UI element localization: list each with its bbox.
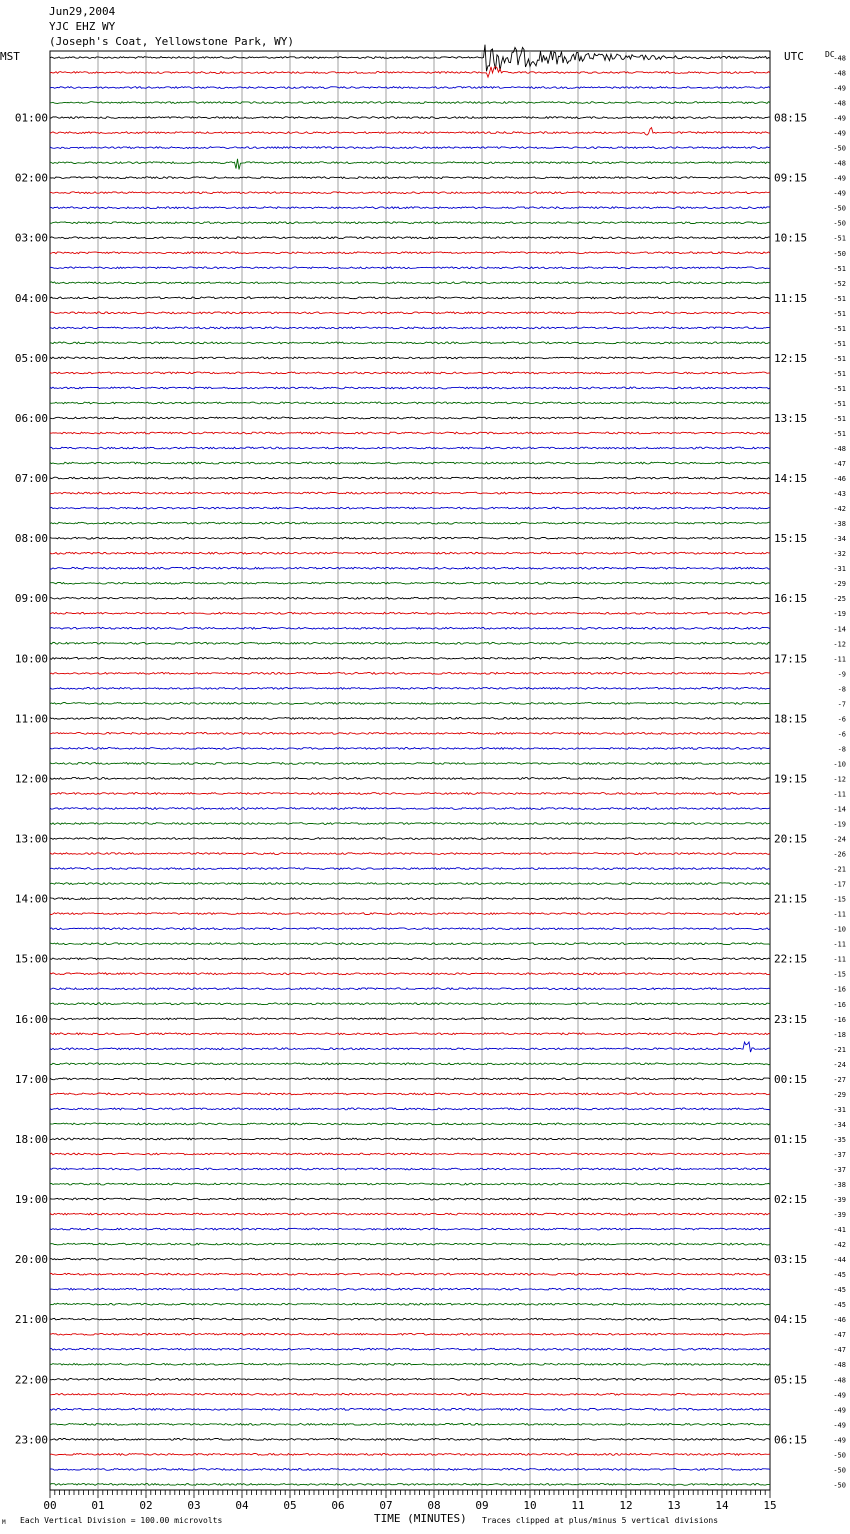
trace-line bbox=[50, 267, 770, 269]
mst-hour-label: 03:00 bbox=[14, 231, 48, 245]
dc-offset-label: -8 bbox=[837, 745, 846, 754]
mst-hour-label: 08:00 bbox=[14, 532, 48, 546]
dc-offset-label: -21 bbox=[833, 1045, 846, 1054]
dc-offset-label: -16 bbox=[833, 985, 846, 994]
mst-hour-label: 14:00 bbox=[14, 892, 48, 906]
dc-offset-label: -45 bbox=[833, 1271, 846, 1280]
mst-hour-label: 20:00 bbox=[14, 1253, 48, 1267]
trace-line bbox=[50, 1258, 770, 1260]
trace-line bbox=[50, 237, 770, 239]
trace-line bbox=[50, 387, 770, 389]
dc-offset-label: -48 bbox=[833, 445, 846, 454]
mst-hour-label: 15:00 bbox=[14, 952, 48, 966]
dc-offset-label: -6 bbox=[837, 715, 846, 724]
trace-line bbox=[50, 672, 770, 674]
dc-offset-label: -14 bbox=[833, 625, 846, 634]
mst-hour-label: 21:00 bbox=[14, 1313, 48, 1327]
dc-offset-label: -14 bbox=[833, 805, 846, 814]
dc-offset-label: -15 bbox=[833, 895, 846, 904]
dc-offset-label: -49 bbox=[833, 189, 846, 198]
trace-line bbox=[50, 1318, 770, 1320]
dc-offset-label: -50 bbox=[833, 204, 846, 213]
utc-hour-label: 01:15 bbox=[774, 1132, 808, 1146]
dc-offset-label: -49 bbox=[833, 1391, 846, 1400]
dc-offset-label: -29 bbox=[833, 1090, 846, 1099]
trace-line bbox=[50, 943, 770, 945]
dc-offset-label: -48 bbox=[833, 1361, 846, 1370]
trace-line bbox=[50, 1183, 770, 1185]
trace-line bbox=[50, 778, 770, 780]
vertical-division-note: Each Vertical Division = 100.00 microvolts bbox=[20, 1516, 223, 1525]
trace-line bbox=[50, 462, 770, 464]
mst-hour-label: 07:00 bbox=[14, 472, 48, 486]
trace-line bbox=[50, 507, 770, 509]
utc-hour-label: 11:15 bbox=[774, 291, 808, 305]
dc-offset-label: -47 bbox=[833, 460, 846, 469]
trace-line bbox=[50, 192, 770, 194]
trace-line bbox=[50, 868, 770, 870]
trace-line bbox=[50, 793, 770, 795]
trace-line bbox=[50, 537, 770, 539]
trace-line bbox=[50, 853, 770, 855]
dc-offset-label: -47 bbox=[833, 1331, 846, 1340]
utc-axis-label: UTC bbox=[784, 50, 804, 63]
header-location: (Joseph's Coat, Yellowstone Park, WY) bbox=[49, 35, 295, 48]
trace-line bbox=[50, 582, 770, 584]
mst-hour-label: 16:00 bbox=[14, 1012, 48, 1026]
trace-line bbox=[50, 808, 770, 810]
dc-offset-label: -43 bbox=[833, 490, 846, 499]
trace-line bbox=[50, 973, 770, 975]
trace-line bbox=[50, 67, 770, 77]
x-tick-label: 11 bbox=[571, 1499, 585, 1512]
mst-hour-label: 06:00 bbox=[14, 411, 48, 425]
trace-line bbox=[50, 642, 770, 644]
dc-offset-label: -31 bbox=[833, 1105, 846, 1114]
dc-offset-label: -8 bbox=[837, 685, 846, 694]
dc-offset-label: -41 bbox=[833, 1226, 846, 1235]
trace-line bbox=[50, 1078, 770, 1080]
dc-offset-label: -16 bbox=[833, 1000, 846, 1009]
dc-offset-label: -51 bbox=[833, 324, 846, 333]
dc-offset-label: -34 bbox=[833, 535, 846, 544]
trace-line bbox=[50, 417, 770, 419]
dc-offset-label: -21 bbox=[833, 865, 846, 874]
trace-line bbox=[50, 1168, 770, 1170]
dc-offset-label: -9 bbox=[837, 670, 846, 679]
mst-hour-label: 04:00 bbox=[14, 291, 48, 305]
trace-line bbox=[50, 327, 770, 329]
trace-line bbox=[50, 718, 770, 720]
dc-offset-label: -51 bbox=[833, 294, 846, 303]
trace-line bbox=[50, 297, 770, 299]
trace-line bbox=[50, 627, 770, 629]
dc-offset-label: -6 bbox=[837, 730, 846, 739]
dc-offset-label: -38 bbox=[833, 1181, 846, 1189]
trace-line bbox=[50, 1198, 770, 1200]
mst-hour-label: 19:00 bbox=[14, 1193, 48, 1207]
dc-offset-label: -11 bbox=[833, 655, 846, 664]
dc-offset-label: -32 bbox=[833, 550, 846, 559]
dc-offset-label: -16 bbox=[833, 1015, 846, 1024]
mst-hour-label: 10:00 bbox=[14, 652, 48, 666]
utc-hour-label: 16:15 bbox=[774, 592, 808, 606]
trace-line bbox=[50, 612, 770, 614]
clip-note: Traces clipped at plus/minus 5 vertical divisions bbox=[482, 1516, 719, 1525]
x-tick-label: 05 bbox=[283, 1499, 297, 1512]
dc-offset-label: -45 bbox=[833, 1286, 846, 1295]
dc-offset-label: -51 bbox=[833, 234, 846, 243]
mst-hour-label: 12:00 bbox=[14, 772, 48, 786]
trace-line bbox=[50, 1018, 770, 1020]
utc-hour-label: 03:15 bbox=[774, 1253, 808, 1267]
dc-offset-label: -39 bbox=[833, 1196, 846, 1205]
x-tick-label: 09 bbox=[475, 1499, 489, 1512]
dc-offset-label: -37 bbox=[833, 1150, 846, 1159]
trace-line bbox=[50, 312, 770, 314]
trace-line bbox=[50, 1348, 770, 1350]
dc-offset-label: -45 bbox=[833, 1301, 846, 1310]
trace-line bbox=[50, 928, 770, 930]
trace-line bbox=[50, 1003, 770, 1005]
mst-hour-label: 17:00 bbox=[14, 1072, 48, 1086]
dc-offset-label: -51 bbox=[833, 399, 846, 408]
x-tick-label: 03 bbox=[187, 1499, 201, 1512]
dc-offset-label: -46 bbox=[833, 1316, 846, 1325]
dc-offset-label: -10 bbox=[833, 760, 846, 769]
dc-offset-label: -52 bbox=[833, 279, 846, 288]
dc-offset-label: -34 bbox=[833, 1120, 846, 1129]
dc-offset-label: -50 bbox=[833, 1451, 846, 1460]
dc-offset-label: -7 bbox=[837, 700, 846, 709]
trace-line bbox=[50, 102, 770, 104]
dc-offset-label: -49 bbox=[833, 1421, 846, 1430]
trace-line bbox=[50, 1423, 770, 1425]
mst-hour-label: 13:00 bbox=[14, 832, 48, 846]
dc-offset-label: -51 bbox=[833, 354, 846, 363]
trace-line bbox=[50, 45, 770, 72]
dc-offset-label: -19 bbox=[833, 820, 846, 829]
dc-offset-label: -42 bbox=[833, 1241, 846, 1250]
dc-offset-label: -31 bbox=[833, 565, 846, 574]
trace-line bbox=[50, 128, 770, 136]
dc-offset-label: -42 bbox=[833, 505, 846, 514]
mst-hour-label: 22:00 bbox=[14, 1373, 48, 1387]
trace-line bbox=[50, 147, 770, 149]
mst-hour-label: 23:00 bbox=[14, 1433, 48, 1447]
trace-line bbox=[50, 207, 770, 209]
dc-offset-label: -11 bbox=[833, 940, 846, 949]
utc-hour-label: 13:15 bbox=[774, 411, 808, 425]
trace-line bbox=[50, 1093, 770, 1095]
trace-line bbox=[50, 913, 770, 915]
trace-line bbox=[50, 1228, 770, 1230]
x-tick-label: 13 bbox=[667, 1499, 681, 1512]
dc-offset-label: -11 bbox=[833, 790, 846, 799]
utc-hour-label: 02:15 bbox=[774, 1193, 808, 1207]
dc-offset-label: -49 bbox=[833, 1406, 846, 1415]
trace-line bbox=[50, 1393, 770, 1395]
dc-offset-label: -49 bbox=[833, 1436, 846, 1445]
dc-offset-label: -50 bbox=[833, 1466, 846, 1475]
dc-offset-label: -51 bbox=[833, 264, 846, 273]
dc-offset-label: -46 bbox=[833, 475, 846, 484]
dc-offset-label: -51 bbox=[833, 414, 846, 423]
x-tick-label: 06 bbox=[331, 1499, 345, 1512]
utc-hour-label: 08:15 bbox=[774, 111, 808, 125]
trace-line bbox=[50, 567, 770, 569]
dc-offset-label: -10 bbox=[833, 925, 846, 934]
trace-line bbox=[50, 1438, 770, 1440]
dc-offset-label: -17 bbox=[833, 880, 846, 889]
utc-hour-label: 21:15 bbox=[774, 892, 808, 906]
x-tick-label: 07 bbox=[379, 1499, 393, 1512]
dc-offset-label: -12 bbox=[833, 640, 846, 649]
trace-line bbox=[50, 1138, 770, 1140]
utc-hour-label: 06:15 bbox=[774, 1433, 808, 1447]
trace-line bbox=[50, 687, 770, 689]
trace-line bbox=[50, 117, 770, 119]
utc-hour-label: 05:15 bbox=[774, 1373, 808, 1387]
dc-offset-label: -49 bbox=[833, 129, 846, 138]
dc-offset-label: -25 bbox=[833, 595, 846, 604]
dc-offset-label: -11 bbox=[833, 910, 846, 919]
trace-line bbox=[50, 1273, 770, 1275]
utc-hour-label: 20:15 bbox=[774, 832, 808, 846]
trace-line bbox=[50, 703, 770, 705]
dc-offset-label: -44 bbox=[833, 1256, 846, 1265]
dc-offset-label: -15 bbox=[833, 970, 846, 979]
x-tick-label: 15 bbox=[763, 1499, 777, 1512]
trace-line bbox=[50, 597, 770, 599]
trace-line bbox=[50, 342, 770, 344]
utc-hour-label: 10:15 bbox=[774, 231, 808, 245]
dc-offset-label: -48 bbox=[833, 99, 846, 108]
header-date: Jun29,2004 bbox=[49, 5, 116, 18]
trace-line bbox=[50, 1454, 770, 1456]
dc-offset-label: -48 bbox=[833, 159, 846, 168]
dc-offset-label: -48 bbox=[833, 1376, 846, 1385]
utc-hour-label: 17:15 bbox=[774, 652, 808, 666]
trace-line bbox=[50, 1243, 770, 1245]
dc-offset-label: -19 bbox=[833, 610, 846, 619]
trace-line bbox=[50, 823, 770, 825]
dc-offset-label: -39 bbox=[833, 1211, 846, 1220]
x-tick-label: 02 bbox=[139, 1499, 153, 1512]
trace-line bbox=[50, 958, 770, 960]
dc-offset-label: -51 bbox=[833, 384, 846, 393]
dc-offset-label: -49 bbox=[833, 174, 846, 183]
dc-offset-label: -50 bbox=[833, 219, 846, 228]
trace-line bbox=[50, 748, 770, 750]
trace-line bbox=[50, 447, 770, 449]
utc-hour-label: 09:15 bbox=[774, 171, 808, 185]
x-tick-label: 01 bbox=[91, 1499, 105, 1512]
x-tick-label: 12 bbox=[619, 1499, 633, 1512]
trace-line bbox=[50, 1042, 770, 1052]
dc-offset-label: -50 bbox=[833, 144, 846, 153]
x-axis-title: TIME (MINUTES) bbox=[374, 1512, 467, 1525]
trace-line bbox=[50, 432, 770, 434]
trace-line bbox=[50, 522, 770, 524]
dc-label: DC bbox=[825, 50, 835, 59]
trace-line bbox=[50, 477, 770, 479]
trace-line bbox=[50, 733, 770, 735]
trace-line bbox=[50, 988, 770, 990]
trace-line bbox=[50, 552, 770, 554]
trace-line bbox=[50, 1153, 770, 1155]
trace-line bbox=[50, 1408, 770, 1410]
trace-line bbox=[50, 1484, 770, 1486]
utc-hour-label: 19:15 bbox=[774, 772, 808, 786]
trace-line bbox=[50, 1063, 770, 1065]
mst-hour-label: 01:00 bbox=[14, 111, 48, 125]
dc-offset-label: -51 bbox=[833, 369, 846, 378]
dc-offset-label: -48 bbox=[833, 69, 846, 78]
mst-hour-label: 18:00 bbox=[14, 1132, 48, 1146]
dc-offset-label: -24 bbox=[833, 1060, 846, 1069]
trace-line bbox=[50, 1213, 770, 1215]
dc-offset-label: -49 bbox=[833, 114, 846, 123]
trace-line bbox=[50, 1288, 770, 1290]
trace-line bbox=[50, 492, 770, 494]
mst-hour-label: 02:00 bbox=[14, 171, 48, 185]
x-tick-label: 14 bbox=[715, 1499, 729, 1512]
utc-hour-label: 14:15 bbox=[774, 472, 808, 486]
dc-offset-label: -11 bbox=[833, 955, 846, 964]
dc-offset-label: -37 bbox=[833, 1165, 846, 1174]
corner-mark: M bbox=[2, 1519, 6, 1526]
utc-hour-label: 18:15 bbox=[774, 712, 808, 726]
trace-line bbox=[50, 838, 770, 840]
trace-line bbox=[50, 1363, 770, 1365]
trace-line bbox=[50, 372, 770, 374]
trace-line bbox=[50, 1108, 770, 1110]
dc-offset-label: -27 bbox=[833, 1075, 846, 1084]
dc-offset-label: -48 bbox=[833, 54, 846, 63]
dc-offset-label: -35 bbox=[833, 1135, 846, 1144]
x-tick-label: 10 bbox=[523, 1499, 537, 1512]
utc-hour-label: 15:15 bbox=[774, 532, 808, 546]
mst-hour-label: 05:00 bbox=[14, 351, 48, 365]
dc-offset-label: -29 bbox=[833, 580, 846, 589]
trace-line bbox=[50, 1378, 770, 1380]
trace-line bbox=[50, 1303, 770, 1305]
utc-hour-label: 22:15 bbox=[774, 952, 808, 966]
trace-line bbox=[50, 402, 770, 404]
trace-line bbox=[50, 87, 770, 89]
trace-line bbox=[50, 898, 770, 900]
trace-line bbox=[50, 657, 770, 659]
dc-offset-label: -49 bbox=[833, 84, 846, 93]
header-station: YJC EHZ WY bbox=[49, 20, 116, 33]
utc-hour-label: 00:15 bbox=[774, 1072, 808, 1086]
trace-line bbox=[50, 222, 770, 224]
trace-line bbox=[50, 1033, 770, 1035]
trace-line bbox=[50, 1123, 770, 1125]
trace-line bbox=[50, 177, 770, 179]
dc-offset-label: -50 bbox=[833, 249, 846, 258]
trace-line bbox=[50, 282, 770, 284]
mst-hour-label: 09:00 bbox=[14, 592, 48, 606]
utc-hour-label: 12:15 bbox=[774, 351, 808, 365]
x-tick-label: 00 bbox=[43, 1499, 57, 1512]
utc-hour-label: 23:15 bbox=[774, 1012, 808, 1026]
dc-offset-label: -51 bbox=[833, 339, 846, 348]
x-tick-label: 08 bbox=[427, 1499, 441, 1512]
trace-line bbox=[50, 1333, 770, 1335]
dc-offset-label: -24 bbox=[833, 835, 846, 844]
trace-line bbox=[50, 883, 770, 885]
mst-axis-label: MST bbox=[0, 50, 20, 63]
dc-offset-label: -38 bbox=[833, 520, 846, 529]
x-tick-label: 04 bbox=[235, 1499, 249, 1512]
dc-offset-label: -50 bbox=[833, 1481, 846, 1490]
dc-offset-label: -51 bbox=[833, 309, 846, 318]
trace-line bbox=[50, 159, 770, 170]
trace-line bbox=[50, 252, 770, 254]
dc-offset-label: -47 bbox=[833, 1346, 846, 1355]
trace-line bbox=[50, 763, 770, 765]
trace-line bbox=[50, 1469, 770, 1471]
mst-hour-label: 11:00 bbox=[14, 712, 48, 726]
dc-offset-label: -26 bbox=[833, 850, 846, 859]
trace-line bbox=[50, 357, 770, 359]
dc-offset-label: -51 bbox=[833, 430, 846, 438]
dc-offset-label: -12 bbox=[833, 775, 846, 784]
utc-hour-label: 04:15 bbox=[774, 1313, 808, 1327]
dc-offset-label: -18 bbox=[833, 1030, 846, 1039]
